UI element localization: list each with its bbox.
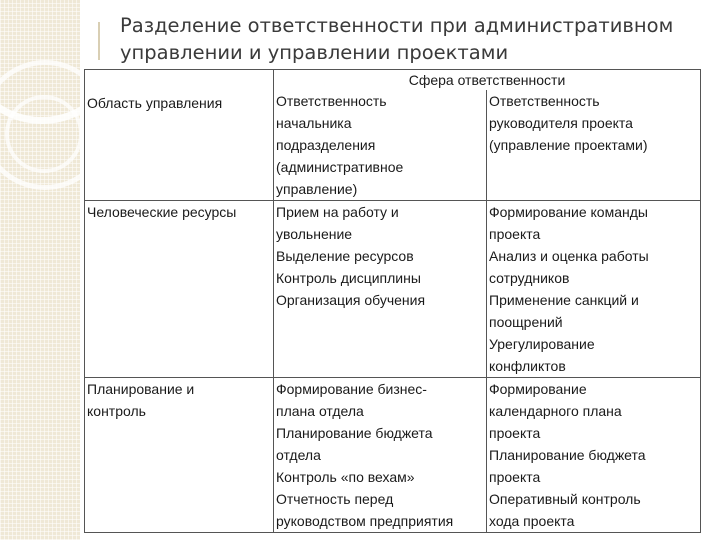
cell-line: руководством предприятия <box>276 513 454 529</box>
row-admin-cell <box>274 201 487 378</box>
cell-line: хода проекта <box>489 513 575 529</box>
header-area-label: Область управления <box>87 95 223 111</box>
cell-line: календарного плана <box>489 403 622 419</box>
title-line-1: Разделение ответственности при административном <box>120 14 674 37</box>
cell-line: Формирование бизнес- <box>276 381 427 397</box>
cell-line: Контроль «по вехам» <box>276 469 415 485</box>
table-row <box>85 378 701 533</box>
header-sphere-label: Сфера ответственности <box>408 72 566 88</box>
cell-line: проекта <box>489 425 541 441</box>
cell-line: Ответственность <box>276 93 387 109</box>
header-admin-cell <box>274 90 487 201</box>
cell-line: Выделение ресурсов <box>276 248 414 264</box>
cell-line: поощрений <box>489 314 563 330</box>
cell-line: начальника <box>276 115 352 131</box>
cell-line: проекта <box>489 469 541 485</box>
cell-line: Урегулирование <box>489 336 595 352</box>
row-project-cell <box>487 201 701 378</box>
cell-line: Отчетность перед <box>276 491 394 507</box>
title-divider <box>98 22 100 60</box>
cell-line: Анализ и оценка работы <box>489 248 649 264</box>
cell-line: увольнение <box>276 226 353 242</box>
cell-line: сотрудников <box>489 270 570 286</box>
cell-line: Прием на работу и <box>276 204 399 220</box>
cell-line: Планирование бюджета <box>489 447 646 463</box>
cell-line: Организация обучения <box>276 292 426 308</box>
table-row <box>85 201 701 378</box>
cell-line: Контроль дисциплины <box>276 270 421 286</box>
slide-title <box>120 12 710 66</box>
row-area-cell <box>85 201 274 378</box>
header-project-cell <box>487 90 701 201</box>
cell-line: контроль <box>87 403 146 419</box>
cell-line: подразделения <box>276 137 376 153</box>
decorative-side-band <box>0 0 80 540</box>
cell-line: Планирование бюджета <box>276 425 433 441</box>
cell-line: Человеческие ресурсы <box>87 204 237 220</box>
responsibility-table <box>84 69 701 533</box>
cell-line: (управление проектами) <box>489 137 648 153</box>
header-area-cell <box>85 70 274 201</box>
cell-line: Ответственность <box>489 93 600 109</box>
cell-line: управление) <box>276 181 358 197</box>
cell-line: Формирование <box>489 381 587 397</box>
row-project-cell <box>487 378 701 533</box>
cell-line: отдела <box>276 447 321 463</box>
cell-line: Применение санкций и <box>489 292 639 308</box>
cell-line: Планирование и <box>87 381 195 397</box>
title-line-2: управлении и управлении проектами <box>120 41 509 64</box>
cell-line: конфликтов <box>489 358 566 374</box>
cell-line: плана отдела <box>276 403 364 419</box>
cell-line: Формирование команды <box>489 204 648 220</box>
table-header-row <box>85 70 701 91</box>
cell-line: (административное <box>276 159 404 175</box>
cell-line: проекта <box>489 226 541 242</box>
cell-line: Оперативный контроль <box>489 491 641 507</box>
header-sphere-cell <box>274 70 701 91</box>
row-admin-cell <box>274 378 487 533</box>
cell-line: руководителя проекта <box>489 115 633 131</box>
decorative-circle <box>5 95 83 173</box>
row-area-cell <box>85 378 274 533</box>
